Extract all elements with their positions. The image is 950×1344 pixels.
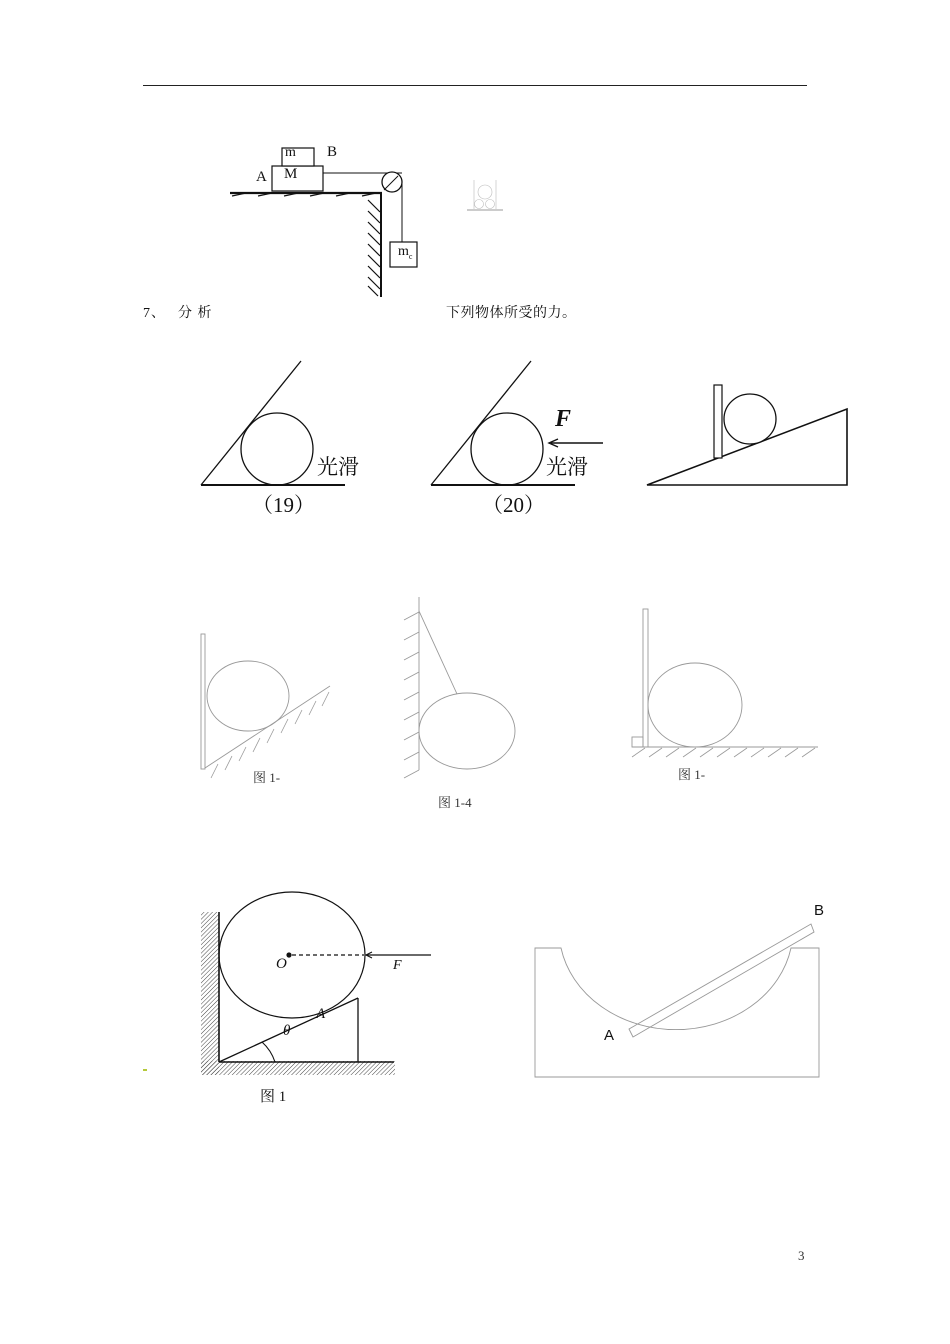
label-m: m [285, 145, 296, 160]
page-number: 3 [798, 1248, 805, 1263]
bowl-label-A: A [604, 1027, 615, 1044]
label-mc: $m_c$ [398, 244, 413, 261]
question-text-right: 下列物体所受的力。 [446, 306, 577, 321]
fig1-center-label: O [276, 956, 287, 972]
fig19-caption: （19） [252, 493, 315, 517]
label-B: B [327, 144, 338, 160]
caption-fig-1-4: 图 1-4 [438, 795, 472, 810]
question-number: 7、 [143, 306, 166, 321]
fig1-angle-label: θ [283, 1023, 291, 1039]
fig19-smooth-label: 光滑 [317, 455, 359, 479]
label-A: A [256, 169, 267, 185]
question-text-left: 分 析 [178, 306, 213, 321]
fig20-smooth-label: 光滑 [546, 455, 588, 479]
fig20-force-label: F [555, 406, 572, 432]
fig1-point-label: A [316, 1006, 326, 1022]
fig1-force-label: F [393, 958, 402, 973]
caption-fig-1-right: 图 1- [678, 767, 706, 782]
fig20-caption: （20） [482, 493, 545, 517]
caption-fig-1-left: 图 1- [253, 770, 281, 785]
label-M: M [284, 166, 298, 182]
bowl-label-B: B [814, 902, 825, 919]
fig1-caption: 图 1 [260, 1089, 287, 1105]
